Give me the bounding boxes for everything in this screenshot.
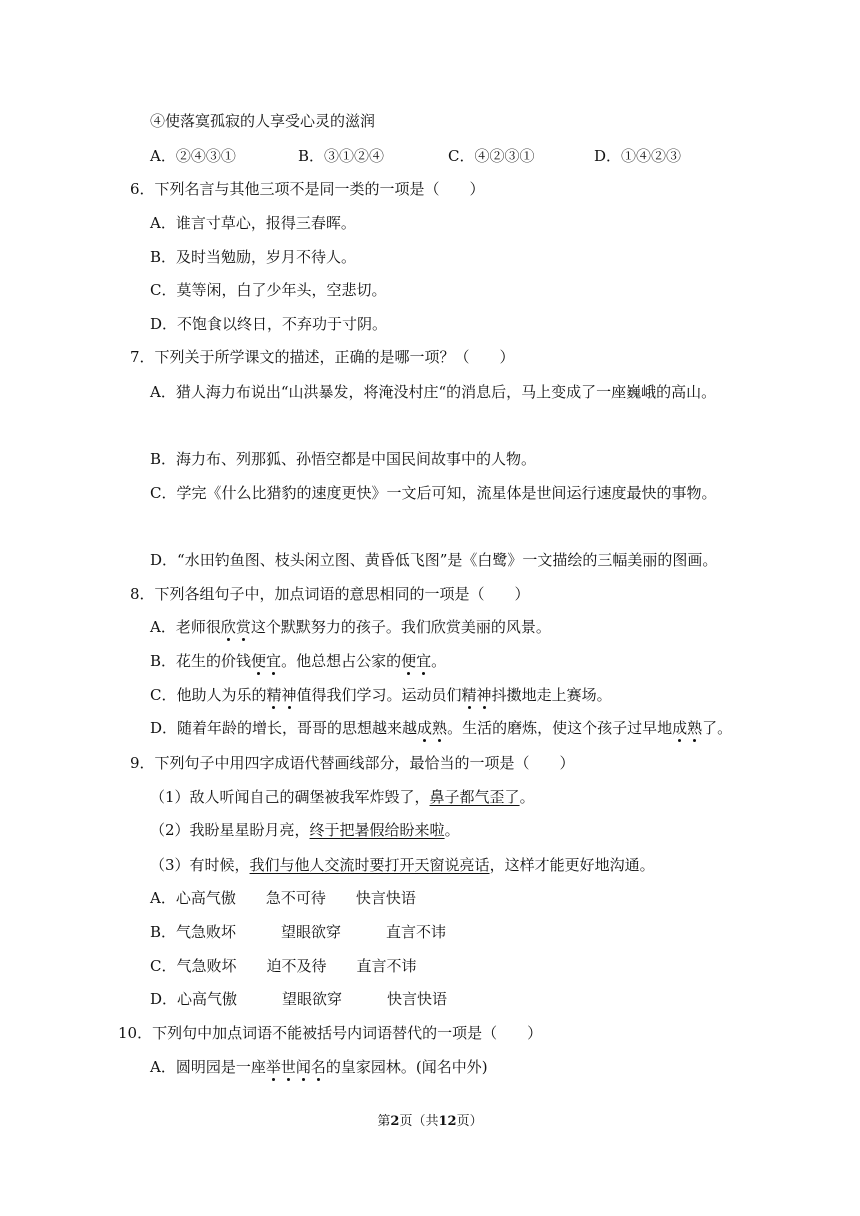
underlined-phrase: 鼻子都气歪了 <box>429 788 520 806</box>
q10-stem: 10．下列句中加点词语不能被括号内词语替代的一项是（ ） <box>118 1024 543 1042</box>
emphasis-char: 便 <box>401 652 417 670</box>
q10-option-a: A．圆明园是一座举世闻名的皇家园林。(闻名中外) <box>150 1058 488 1076</box>
emphasis-char: 宜 <box>416 652 432 670</box>
q5-option-c: C．④②③① <box>448 147 535 165</box>
q5-option-b: B．③①②④ <box>298 147 385 165</box>
emphasis-char: 神 <box>281 686 297 704</box>
emphasis-char: 成 <box>417 719 433 737</box>
emphasis-char: 精 <box>266 686 282 704</box>
q8-option-c: C．他助人为乐的精神值得我们学习。运动员们精神抖擞地走上赛场。 <box>150 686 612 704</box>
emphasis-char: 精 <box>461 686 477 704</box>
emphasis-char: 名 <box>310 1058 326 1076</box>
q9-option-c: C．气急败坏 迫不及待 直言不讳 <box>150 957 417 975</box>
q8-stem: 8．下列各组句子中，加点词语的意思相同的一项是（ ） <box>130 585 530 603</box>
q5-item-4: ④使落寞孤寂的人享受心灵的滋润 <box>150 112 376 130</box>
emphasis-char: 神 <box>476 686 492 704</box>
page-footer: 第2页（共12页） <box>377 1114 483 1129</box>
q9-sentence-3: （3）有时候，我们与他人交流时要打开天窗说亮话，这样才能更好地沟通。 <box>150 856 655 874</box>
q8-option-a: A．老师很欣赏这个默默努力的孩子。我们欣赏美丽的风景。 <box>150 618 551 636</box>
q7-option-c: C．学完《什么比猎豹的速度更快》一文后可知，流星体是世间运行速度最快的事物。 <box>150 484 717 502</box>
q9-option-d: D．心高气傲 望眼欲穿 快言快语 <box>150 990 448 1008</box>
q6-option-d: D．不饱食以终日，不弃功于寸阴。 <box>150 315 388 333</box>
q9-option-b: B．气急败坏 望眼欲穿 直言不讳 <box>150 923 447 941</box>
q6-option-b: B．及时当勉励，岁月不待人。 <box>150 248 357 266</box>
emphasis-char: 举 <box>265 1058 281 1076</box>
q5-option-d: D．①④②③ <box>594 147 682 165</box>
q7-option-b: B．海力布、列那狐、孙悟空都是中国民间故事中的人物。 <box>150 450 537 468</box>
q8-option-b: B．花生的价钱便宜。他总想占公家的便宜。 <box>150 652 447 670</box>
underlined-phrase: 我们与他人交流时要打开天窗说亮话 <box>249 856 490 874</box>
page-total: 12 <box>438 1114 457 1129</box>
q9-sentence-1: （1）敌人听闻自己的碉堡被我军炸毁了，鼻子都气歪了。 <box>150 788 535 806</box>
q9-stem: 9．下列句子中用四字成语代替画线部分，最恰当的一项是（ ） <box>130 754 575 772</box>
q7-option-d: D．“水田钓鱼图、枝头闲立图、黄昏低飞图”是《白鹭》一文描绘的三幅美丽的图画。 <box>150 551 718 569</box>
q7-option-a: A．猎人海力布说出“山洪暴发，将淹没村庄“的消息后，马上变成了一座巍峨的高山。 <box>150 383 717 401</box>
q8-option-d: D．随着年龄的增长，哥哥的思想越来越成熟。生活的磨炼，使这个孩子过早地成熟了。 <box>150 719 733 737</box>
q5-options <box>150 146 681 166</box>
emphasis-char: 成 <box>672 719 688 737</box>
emphasis-char: 闻 <box>295 1058 311 1076</box>
q6-stem: 6．下列名言与其他三项不是同一类的一项是（ ） <box>130 180 485 198</box>
q7-stem: 7．下列关于所学课文的描述，正确的是哪一项？（ ） <box>130 348 515 366</box>
emphasis-char: 熟 <box>432 719 448 737</box>
q9-option-a: A．心高气傲 急不可待 快言快语 <box>150 889 416 907</box>
emphasis-char: 赏 <box>235 618 251 636</box>
q5-option-a: A．②④③① <box>150 147 236 165</box>
emphasis-char: 世 <box>280 1058 296 1076</box>
page-number: 2 <box>390 1114 400 1129</box>
emphasis-char: 宜 <box>266 652 282 670</box>
emphasis-char: 熟 <box>687 719 703 737</box>
emphasis-char: 便 <box>251 652 267 670</box>
q9-sentence-2: （2）我盼星星盼月亮，终于把暑假给盼来啦。 <box>150 821 460 839</box>
underlined-phrase: 终于把暑假给盼来啦 <box>309 821 445 839</box>
emphasis-char: 欣 <box>220 618 236 636</box>
q6-option-a: A．谁言寸草心，报得三春晖。 <box>150 214 356 232</box>
q6-option-c: C．莫等闲，白了少年头，空悲切。 <box>150 281 387 299</box>
